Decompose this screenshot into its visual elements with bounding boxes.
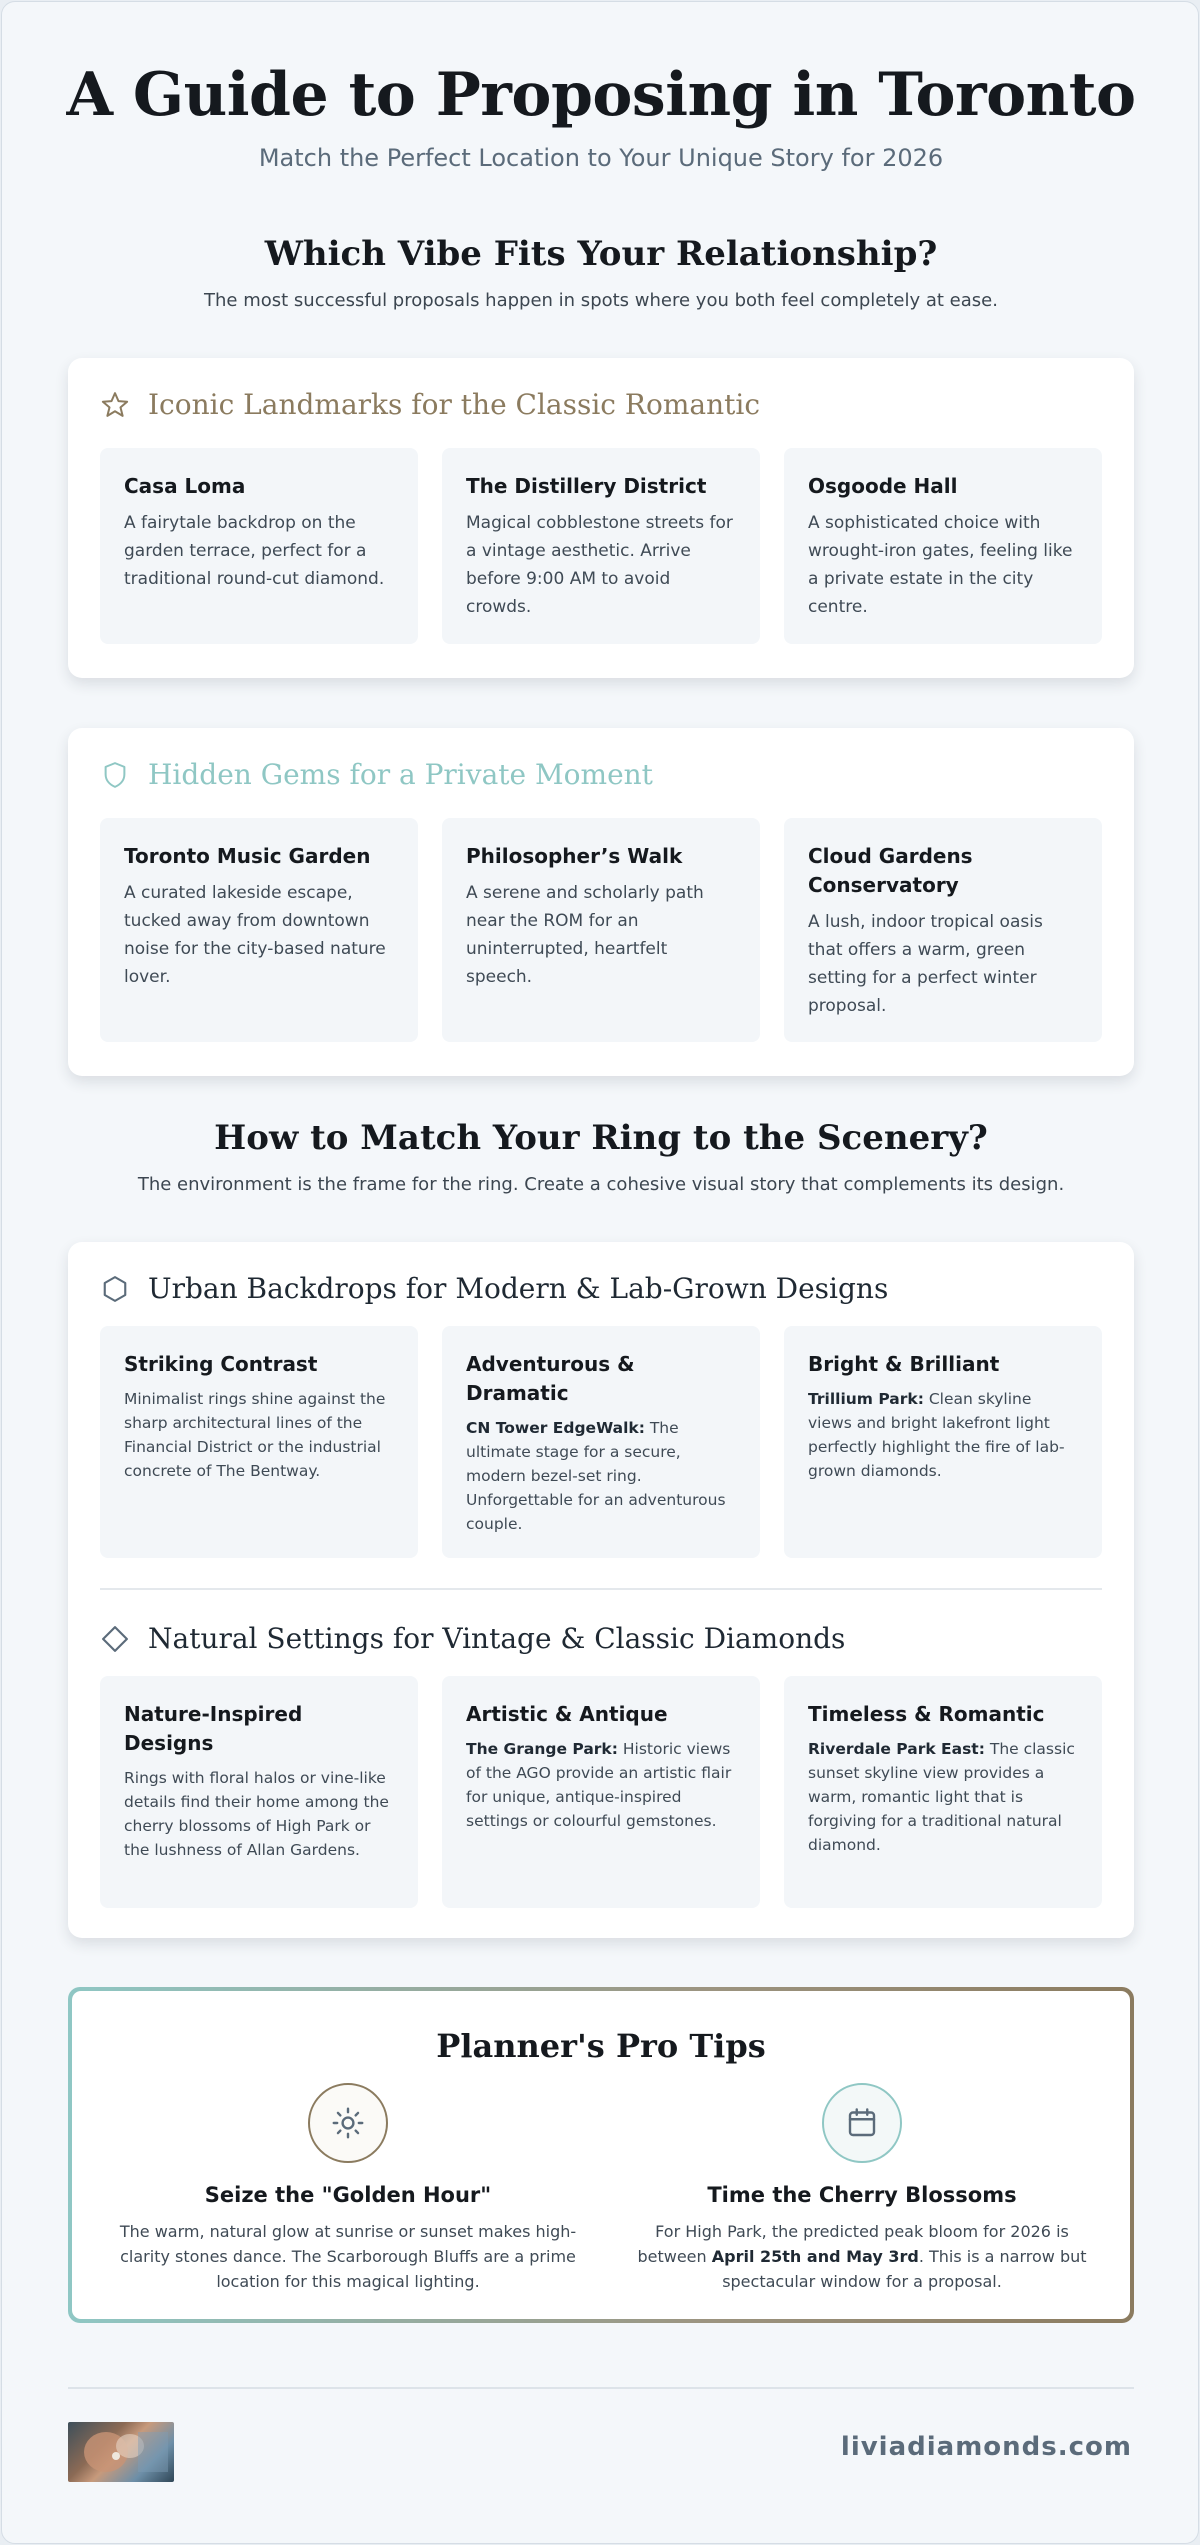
tip-cherry-blossoms-title: Time the Cherry Blossoms — [707, 2183, 1017, 2207]
tile-text: A serene and scholarly path near the ROM for an uninterrupted, heartfelt speech. — [466, 883, 704, 987]
pro-tips-box — [68, 1987, 1134, 2323]
tile-text: A lush, indoor tropical oasis that offers a warm, green setting for a perfect winter proposal. — [808, 912, 1043, 1016]
group-divider — [100, 1588, 1102, 1590]
tile-place-text: Clean skyline views and bright lakefront light perfectly highlight the fire of lab-grown diamonds. — [808, 1390, 1065, 1480]
tile-text — [808, 1737, 1078, 1857]
sun-icon — [308, 2083, 388, 2163]
tip-golden-hour-text: The warm, natural glow at sunrise or sunset makes high-clarity stones dance. The Scarborough Bluffs are a prime location for this magical lighting. — [119, 2222, 577, 2291]
natural-settings-title: Natural Settings for Vintage & Classic Diamonds — [148, 1622, 846, 1655]
tile-philosophers-walk — [442, 818, 760, 1042]
section-title-vibe: Which Vibe Fits Your Relationship? — [264, 234, 938, 274]
tile-text — [808, 1387, 1078, 1483]
tile-text: A curated lakeside escape, tucked away from downtown noise for the city-based nature lover. — [124, 883, 386, 987]
tile-place: CN Tower EdgeWalk: — [466, 1419, 645, 1437]
tile-text: Rings with floral halos or vine-like details find their home among the cherry blossoms of High Park or the lushness of Allan Gardens. — [124, 1769, 389, 1859]
tile-text: A sophisticated choice with wrought-iron gates, feeling like a private estate in the city centre. — [808, 513, 1073, 617]
tile-text — [466, 1737, 736, 1833]
footer-divider — [68, 2387, 1134, 2389]
landmarks-card — [68, 358, 1134, 678]
tile-place: Trillium Park: — [808, 1390, 924, 1408]
tile-distillery-district — [442, 448, 760, 644]
ring-scenery-card — [68, 1242, 1134, 1938]
tile-title: Bright & Brilliant — [808, 1352, 1000, 1376]
tip-cherry-blossoms-text — [627, 2219, 1097, 2294]
tile-title: Nature-Inspired Designs — [124, 1702, 303, 1755]
tile-title: Philosopher’s Walk — [466, 844, 683, 868]
tip-text-part: . This is a narrow but spectacular window for a proposal. — [722, 2247, 1087, 2291]
footer-photo — [68, 2422, 174, 2482]
footer-brand-link[interactable]: liviadiamonds.com — [840, 2432, 1132, 2462]
calendar-icon — [822, 2083, 902, 2163]
tile-place: The Grange Park: — [466, 1740, 618, 1758]
page-title: A Guide to Proposing in Toronto — [66, 60, 1136, 130]
landmarks-card-title: Iconic Landmarks for the Classic Romantic — [148, 388, 760, 421]
tile-bright-brilliant — [784, 1326, 1102, 1558]
tile-timeless-romantic — [784, 1676, 1102, 1908]
tip-text-part: For High Park, the predicted peak bloom for 2026 is between — [637, 2222, 1069, 2266]
tile-artistic-antique — [442, 1676, 760, 1908]
urban-backdrops-title: Urban Backdrops for Modern & Lab-Grown Designs — [148, 1272, 889, 1305]
tip-bloom-dates: April 25th and May 3rd — [711, 2247, 919, 2266]
tile-title: Cloud Gardens Conservatory — [808, 844, 973, 897]
tile-text — [466, 1416, 736, 1536]
landmarks-card-header — [100, 388, 760, 421]
natural-settings-header — [100, 1622, 845, 1655]
section-subtitle-ring: The environment is the frame for the ring. Create a cohesive visual story that complements its design. — [137, 1174, 1065, 1195]
tile-place-text: The classic sunset skyline view provides a warm, romantic light that is forgiving for a traditional natural diamond. — [808, 1740, 1075, 1854]
diamond-icon — [100, 1624, 130, 1654]
pro-tips-title: Planner's Pro Tips — [436, 2027, 766, 2065]
tile-title: Casa Loma — [124, 474, 246, 498]
tile-title: The Distillery District — [466, 474, 707, 498]
tile-adventurous-dramatic — [442, 1326, 760, 1558]
tile-casa-loma — [100, 448, 418, 644]
tile-place: Riverdale Park East: — [808, 1740, 985, 1758]
hidden-gems-card-title: Hidden Gems for a Private Moment — [148, 758, 653, 791]
star-icon — [100, 390, 130, 420]
section-title-ring: How to Match Your Ring to the Scenery? — [214, 1118, 988, 1158]
tile-nature-inspired — [100, 1676, 418, 1908]
shield-icon — [100, 760, 130, 790]
tile-striking-contrast — [100, 1326, 418, 1558]
tile-title: Toronto Music Garden — [124, 844, 371, 868]
tile-osgoode-hall — [784, 448, 1102, 644]
tile-text: Magical cobblestone streets for a vintage aesthetic. Arrive before 9:00 AM to avoid crowds. — [466, 513, 733, 617]
tile-text: A fairytale backdrop on the garden terrace, perfect for a traditional round-cut diamond. — [124, 513, 385, 589]
pro-tips-inner — [72, 1991, 1130, 2319]
tip-golden-hour-title: Seize the "Golden Hour" — [204, 2183, 492, 2207]
tile-title: Osgoode Hall — [808, 474, 958, 498]
page-subtitle: Match the Perfect Location to Your Unique Story for 2026 — [258, 144, 944, 172]
tile-title: Timeless & Romantic — [808, 1702, 1045, 1726]
tile-title: Adventurous & Dramatic — [466, 1352, 635, 1405]
tile-place-text: Historic views of the AGO provide an artistic flair for unique, antique-inspired settings or colourful gemstones. — [466, 1740, 732, 1830]
hexagon-icon — [100, 1274, 130, 1304]
tile-cloud-gardens — [784, 818, 1102, 1042]
tile-place-text: The ultimate stage for a secure, modern bezel-set ring. Unforgettable for an adventurous couple. — [466, 1419, 726, 1533]
tile-title: Artistic & Antique — [466, 1702, 668, 1726]
tile-title: Striking Contrast — [124, 1352, 318, 1376]
tile-toronto-music-garden — [100, 818, 418, 1042]
guide-page — [1, 1, 1199, 2544]
tile-text: Minimalist rings shine against the sharp architectural lines of the Financial District or the industrial concrete of The Bentway. — [124, 1390, 386, 1480]
hidden-gems-card-header — [100, 758, 653, 791]
section-subtitle-vibe: The most successful proposals happen in spots where you both feel completely at ease. — [204, 290, 998, 311]
urban-backdrops-header — [100, 1272, 888, 1305]
hidden-gems-card — [68, 728, 1134, 1076]
